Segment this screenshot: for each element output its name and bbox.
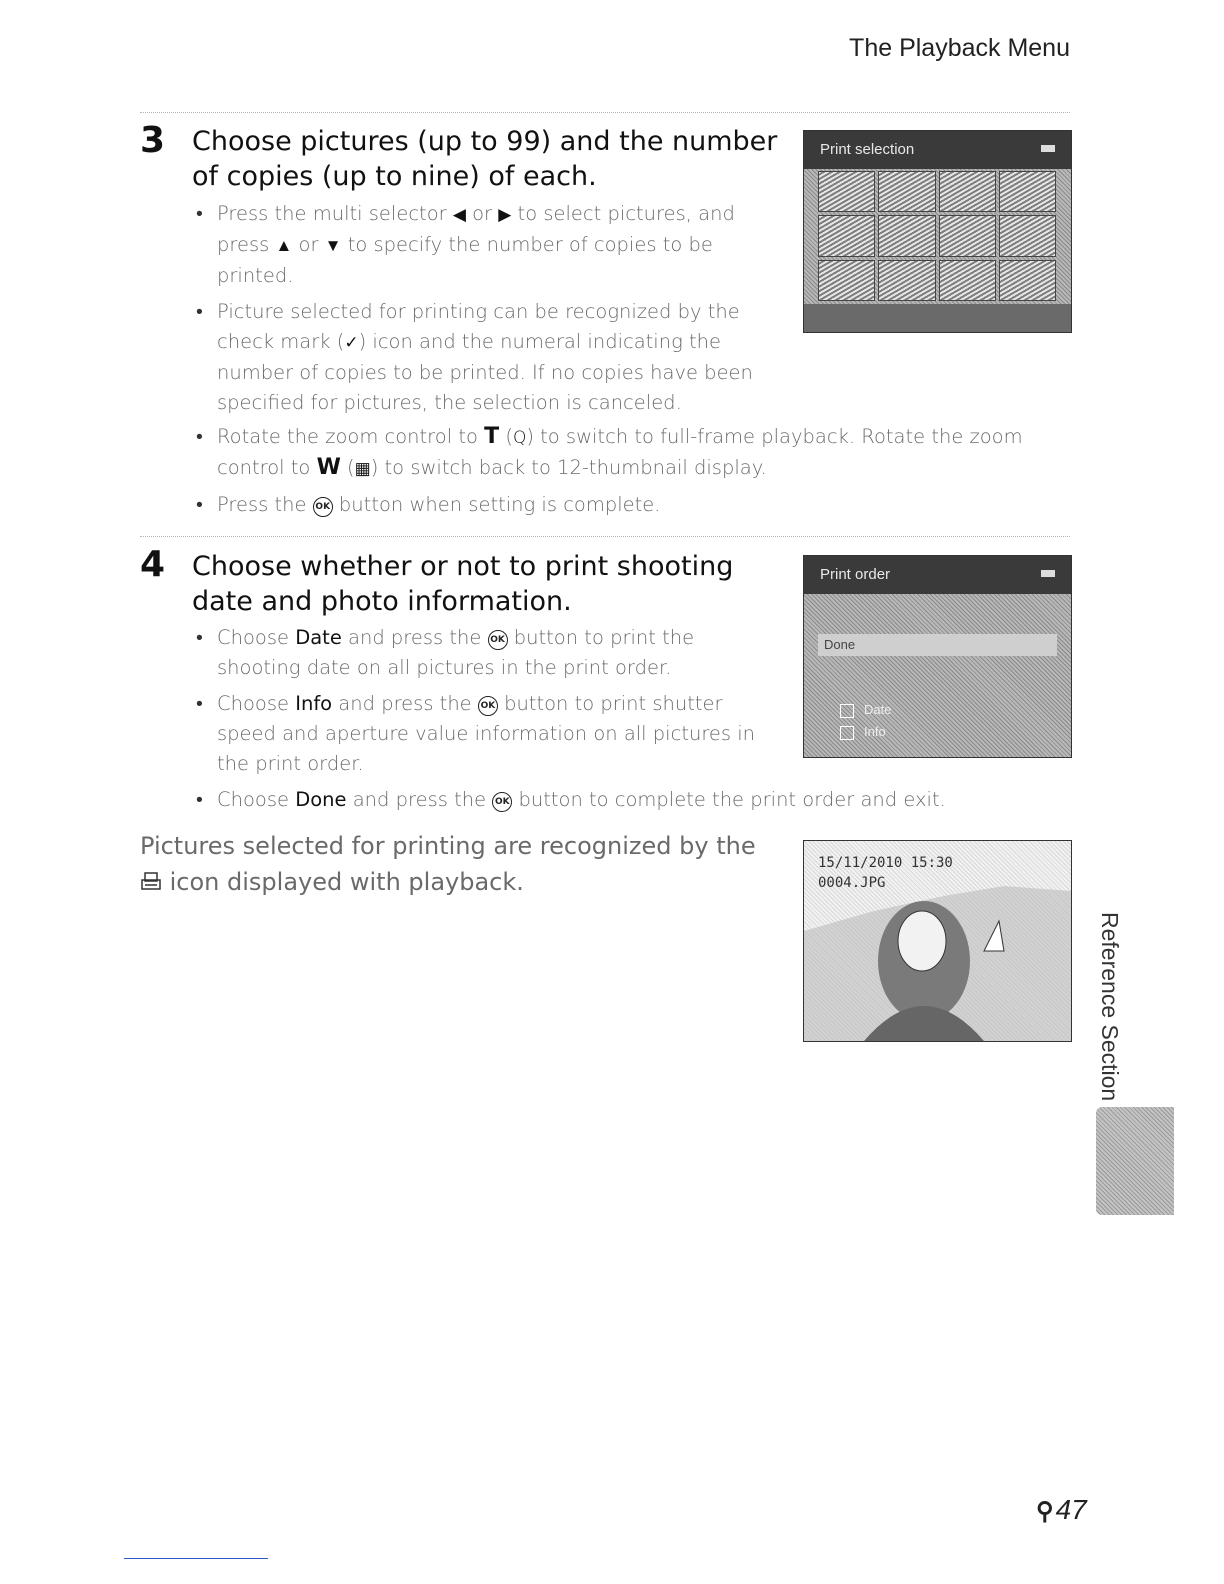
thumbnail [818, 215, 875, 256]
closing-paragraph: Pictures selected for printing are recognized by the icon displayed with playback. [140, 832, 756, 896]
page-header-title: The Playback Menu [849, 34, 1070, 62]
check-mark-icon: ✓ [344, 333, 359, 353]
zoom-magnify-icon: Q [512, 428, 527, 448]
bullet-item: • Choose Done and press the OK button to complete the print order and exit. [192, 785, 1062, 815]
menu-row-date: Date [864, 702, 892, 717]
zoom-wide-label: W [316, 455, 341, 480]
bullet-item: • Choose Date and press the OK button to print the shooting date on all pictures in the print order. [192, 623, 782, 683]
battery-icon [1041, 145, 1055, 152]
section-divider [140, 536, 1070, 537]
bullet-item: • Choose Info and press the OK button to print shutter speed and aperture value information on all pictures in the print order. [192, 689, 782, 779]
step-3-bullets [192, 199, 772, 297]
screen-title: Print order [804, 556, 1071, 594]
thumbnail [878, 260, 935, 301]
bullet-item: • Rotate the zoom control to T (Q) to switch to full-frame playback. Rotate the zoom control to W (▦) to switch back to 12-thumbnail display. [192, 422, 1052, 484]
playback-screenshot [803, 840, 1072, 1042]
menu-row-done: Done [818, 634, 1057, 656]
thumbnail [878, 215, 935, 256]
menu-option-done: Done [295, 788, 347, 811]
bullet-item: • Picture selected for printing can be recognized by the check mark (✓) icon and the numeral indicating the number of copies to be printed. If no copies have been specified for pictures, the selection is canceled. [192, 297, 1042, 418]
thumbnail-grid-icon: ▦ [354, 459, 371, 479]
thumbnail [939, 171, 996, 212]
print-selection-screenshot [803, 130, 1072, 333]
ok-button-icon: OK [313, 497, 333, 517]
thumbnail [818, 171, 875, 212]
thumbnail [939, 215, 996, 256]
bullet-item: • Press the OK button when setting is complete. [192, 490, 1052, 520]
thumbnail [999, 171, 1056, 212]
step-heading: Choose pictures (up to 99) and the number of copies (up to nine) of each. [192, 126, 778, 192]
print-icon [140, 868, 162, 896]
print-order-screenshot [803, 555, 1072, 758]
playback-photo [804, 841, 1071, 1041]
screen-footer [804, 304, 1071, 332]
step-heading: Choose whether or not to print shooting date and photo information. [192, 551, 734, 617]
menu-option-info: Info [295, 692, 333, 715]
step-3-bullets-lower [192, 422, 1052, 526]
up-arrow-icon: ▲ [275, 236, 293, 256]
checkbox-icon [840, 726, 854, 740]
playback-filename: 0004.JPG [818, 875, 886, 891]
zoom-tele-label: T [484, 424, 500, 449]
left-arrow-icon: ◀ [452, 205, 466, 225]
screen-title: Print selection [804, 131, 1071, 169]
menu-option-date: Date [295, 626, 342, 649]
thumbnail [999, 260, 1056, 301]
down-arrow-icon: ▼ [324, 236, 342, 256]
step-number: 4 [140, 544, 166, 585]
thumbnail [939, 260, 996, 301]
step-4-bullets-wide [192, 785, 1062, 821]
thumbnail [999, 215, 1056, 256]
right-arrow-icon: ▶ [498, 205, 512, 225]
reference-icon: ⚲ [1036, 1498, 1054, 1525]
footer-link-line [124, 1558, 268, 1559]
ok-button-icon: OK [478, 696, 498, 716]
checkbox-icon [840, 704, 854, 718]
menu-row-info: Info [864, 724, 886, 739]
thumbnail [818, 260, 875, 301]
step-number: 3 [140, 120, 166, 161]
page-number: ⚲47 [1036, 1494, 1087, 1525]
side-tab-marker [1096, 1107, 1174, 1215]
ok-button-icon: OK [492, 792, 512, 812]
section-divider [140, 112, 1070, 113]
thumbnail [878, 171, 935, 212]
playback-datetime: 15/11/2010 15:30 [818, 855, 953, 871]
ok-button-icon: OK [488, 630, 508, 650]
battery-icon [1041, 570, 1055, 577]
side-section-label: Reference Section [1097, 912, 1123, 1102]
step-4-bullets [192, 623, 782, 785]
bullet-item: • Press the multi selector ◀ or ▶ to select pictures, and press ▲ or ▼ to specify the number of copies to be printed. [192, 199, 772, 291]
thumbnail-grid [818, 171, 1056, 301]
